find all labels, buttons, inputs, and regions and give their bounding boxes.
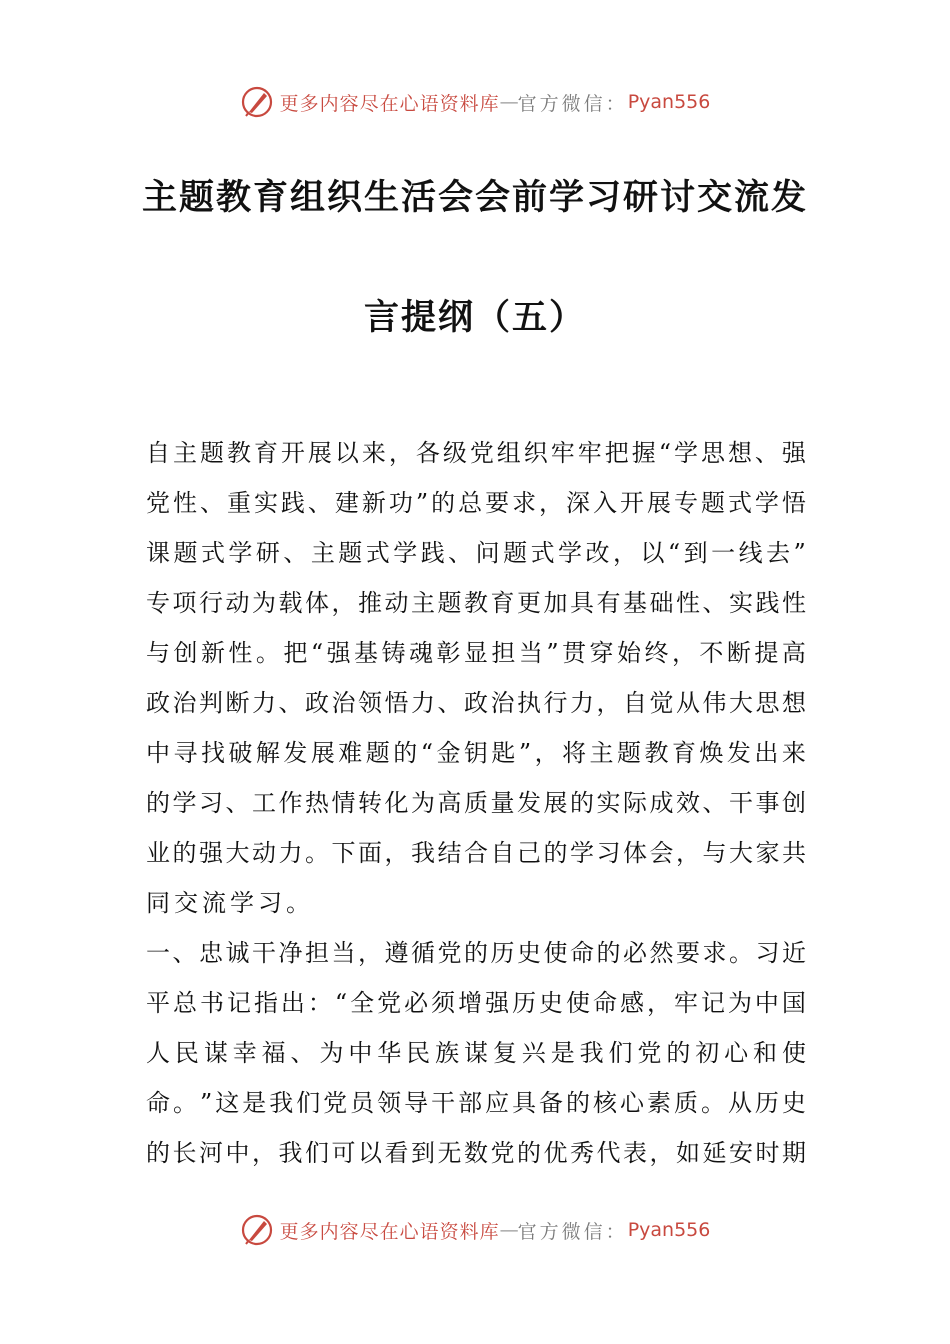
watermark-header — [0, 84, 950, 120]
body-line: 的 学 习 、 工 作 热 情 转 化 为 高 质 量 发 展 的 实 际 成 效 、 干 事 创 — [146, 789, 806, 817]
body-line: 中 寻 找 破 解 发 展 难 题 的 “ 金 钥 匙 ” ， 将 主 题 教 育 焕 发 出 来 — [146, 739, 806, 767]
quill-logo-icon — [240, 85, 274, 119]
body-line: 党 性 、 重 实 践 、 建 新 功 ” 的 总 要 求 ， 深 入 开 展 专 题 式 学 悟 — [146, 489, 806, 517]
watermark-footer — [0, 1212, 950, 1248]
body-line: 专 项 行 动 为 载 体 ， 推 动 主 题 教 育 更 加 具 有 基 础 性 、 实 践 性 — [146, 589, 806, 617]
body-line: 平 总 书 记 指 出 ： “ 全 党 必 须 增 强 历 史 使 命 感 ， 牢 记 为 中 国 — [146, 989, 806, 1017]
body-line: 的 长 河 中 ， 我 们 可 以 看 到 无 数 党 的 优 秀 代 表 ， 如 延 安 时 期 — [146, 1139, 806, 1167]
document-body — [146, 428, 806, 1178]
watermark-brand: 更多内容尽在心语资料库 — [279, 1220, 500, 1243]
watermark-wechat-id: Pyan556 — [627, 1219, 711, 1241]
watermark-official: 官方微信： — [517, 92, 628, 115]
watermark-dash: — — [499, 91, 518, 113]
body-line: 一 、 忠 诚 干 净 担 当 ， 遵 循 党 的 历 史 使 命 的 必 然 要 求 。 习 近 — [146, 939, 806, 967]
body-line: 同交流学习。 — [146, 889, 314, 917]
watermark-brand: 更多内容尽在心语资料库 — [279, 92, 500, 115]
body-line: 与 创 新 性 。 把 “ 强 基 铸 魂 彰 显 担 当 ” 贯 穿 始 终 ， 不 断 提 高 — [146, 639, 806, 667]
document-title-line-2: 言提纲（五） — [363, 297, 586, 338]
body-line: 人 民 谋 幸 福 、 为 中 华 民 族 谋 复 兴 是 我 们 党 的 初 心 和 使 — [146, 1039, 806, 1067]
body-line: 自 主 题 教 育 开 展 以 来 ， 各 级 党 组 织 牢 牢 把 握 “ 学 思 想 、 强 — [146, 439, 806, 467]
document-title-line-1: 主题教育组织生活会会前学习研讨交流发 — [141, 177, 808, 218]
watermark-official: 官方微信： — [517, 1220, 628, 1243]
body-line: 政 治 判 断 力 、 政 治 领 悟 力 、 政 治 执 行 力 ， 自 觉 从 伟 大 思 想 — [146, 689, 806, 717]
body-line: 业 的 强 大 动 力 。 下 面 ， 我 结 合 自 己 的 学 习 体 会 ， 与 大 家 共 — [146, 839, 806, 867]
watermark-wechat-id: Pyan556 — [627, 91, 711, 113]
body-line: 课 题 式 学 研 、 主 题 式 学 践 、 问 题 式 学 改 ， 以 “ 到 一 线 去 ” — [146, 539, 806, 567]
watermark-dash: — — [499, 1219, 518, 1241]
body-line: 命 。 ” 这 是 我 们 党 员 领 导 干 部 应 具 备 的 核 心 素 质 。 从 历 史 — [146, 1089, 806, 1117]
quill-logo-icon — [240, 1213, 274, 1247]
